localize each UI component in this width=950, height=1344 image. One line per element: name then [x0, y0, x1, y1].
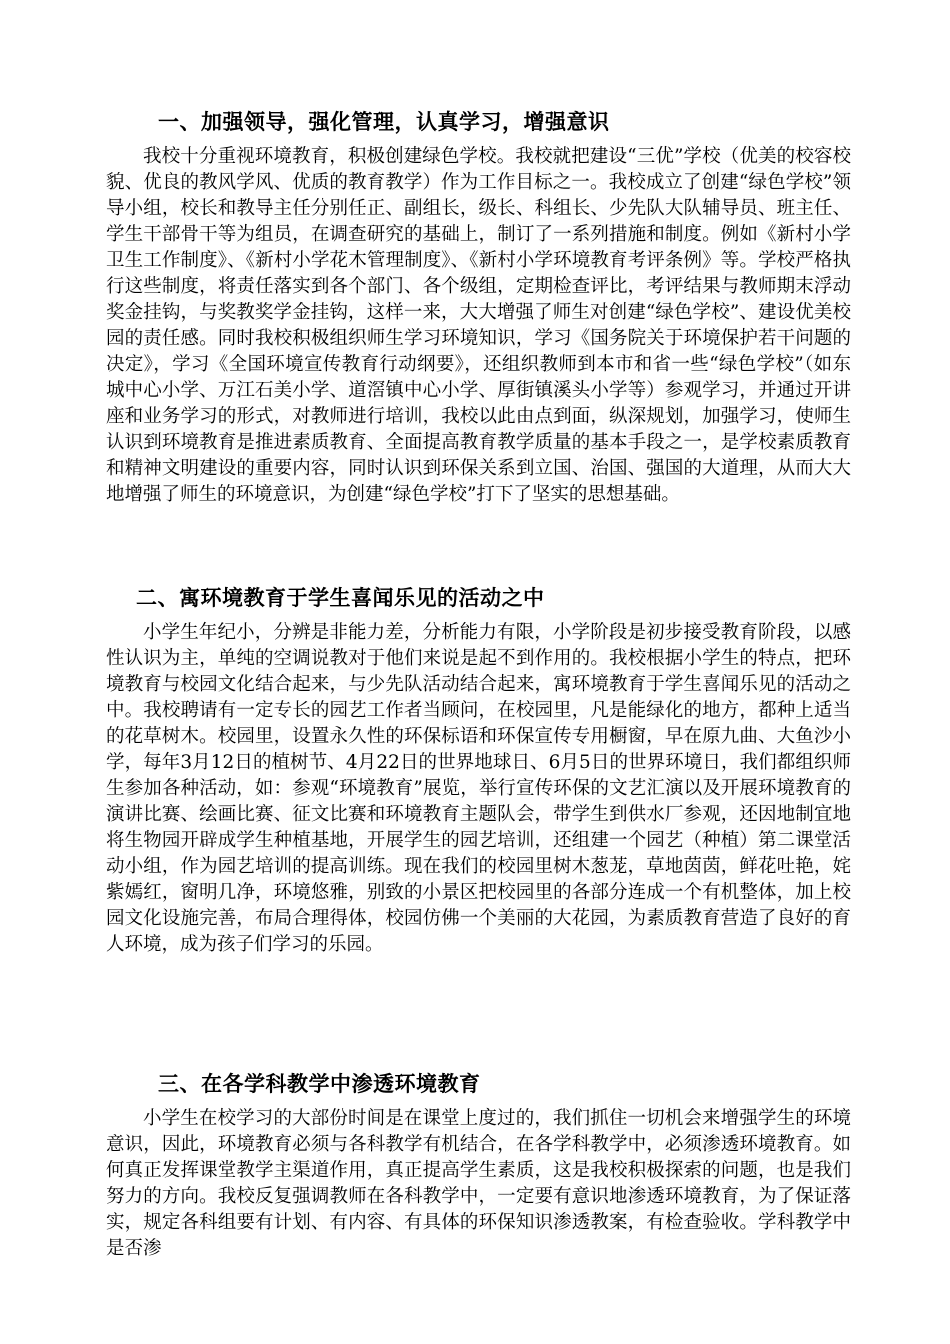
section-paragraph: 小学生年纪小，分辨是非能力差，分析能力有限，小学阶段是初步接受教育阶段，以感性认识为主，单纯的空调说教对于他们来说是起不到作用的。我校根据小学生的特点，把环境教育与校园文化结合起来，与少先队活动结合起来，寓环境教育于学生喜闻乐见的活动之中。我校聘请有一定专长的园艺工作者当顾问，在校园里，凡是能绿化的地方，都种上适当的花草树木。校园里，设置永久性的环保标语和环保宣传专用橱窗，早在原九曲、大鱼沙小学，每年3月12日的植树节、4月22日的世界地球日、6月5日的世界环境日，我们都组织师生参加各种活动，如：参观“环境教育”展览，举行宣传环保的文艺汇演以及开展环境教育的演讲比赛、绘画比赛、征文比赛和环境教育主题队会，带学生到供水厂参观，还因地制宜地将生物园开辟成学生种植基地，开展学生的园艺培训，还组建一个园艺（种植）第二课堂活动小组，作为园艺培训的提高训练。现在我们的校园里树木葱茏，草地茵茵，鲜花吐艳，姹紫嫣红，窗明几净，环境悠雅，别致的小景区把校园里的各部分连成一个有机整体，加上校园文化设施完善，布局合理得体，校园仿佛一个美丽的大花园，为素质教育营造了良好的育人环境，成为孩子们学习的乐园。: [106, 622, 851, 955]
document-page: [106, 104, 851, 1262]
section-leadership: [106, 104, 851, 580]
section-subject-teaching: [106, 1066, 851, 1262]
section-paragraph: 我校十分重视环境教育，积极创建绿色学校。我校就把建设“三优”学校（优美的校容校貌、优良的教风学风、优质的教育教学）作为工作目标之一。我校成立了创建“绿色学校”领导小组，校长和教导主任分别任正、副组长，级长、科组长、少先队大队辅导员、班主任、学生干部骨干等为组员，在调查研究的基础上，制订了一系列措施和制度。例如《新村小学卫生工作制度》、《新村小学花木管理制度》、《新村小学环境教育考评条例》等。学校严格执行这些制度，将责任落实到各个部门、各个级组，定期检查评比，考评结果与教师期末浮动奖金挂钩，与奖教奖学金挂钩，这样一来，大大增强了师生对创建“绿色学校”、建设优美校园的责任感。同时我校积极组织师生学习环境知识，学习《国务院关于环境保护若干问题的决定》，学习《全国环境宣传教育行动纲要》，还组织教师到本市和省一些“绿色学校”（如东城中心小学、万江石美小学、道滘镇中心小学、厚街镇溪头小学等）参观学习，并通过开讲座和业务学习的形式，对教师进行培训，我校以此由点到面，纵深规划，加强学习，使师生认识到环境教育是推进素质教育、全面提高教育教学质量的基本手段之一，是学校素质教育和精神文明建设的重要内容，同时认识到环保关系到立国、治国、强国的大道理，从而大大地增强了师生的环境意识，为创建“绿色学校”打下了坚实的思想基础。: [106, 146, 851, 505]
section-heading: 一、加强领导，强化管理，认真学习，增强意识: [158, 110, 610, 134]
section-heading: 三、在各学科教学中渗透环境教育: [158, 1072, 481, 1096]
section-activities: [106, 580, 851, 1066]
section-heading: 二、寓环境教育于学生喜闻乐见的活动之中: [136, 586, 545, 610]
section-paragraph: 小学生在校学习的大部份时间是在课堂上度过的，我们抓住一切机会来增强学生的环境意识，因此，环境教育必须与各科教学有机结合，在各学科教学中，必须渗透环境教育。如何真正发挥课堂教学主渠道作用，真正提高学生素质，这是我校积极探索的问题，也是我们努力的方向。我校反复强调教师在各科教学中，一定要有意识地渗透环境教育，为了保证落实，规定各科组要有计划、有内容、有具体的环保知识渗透教案，有检查验收。学科教学中是否渗: [106, 1108, 851, 1259]
